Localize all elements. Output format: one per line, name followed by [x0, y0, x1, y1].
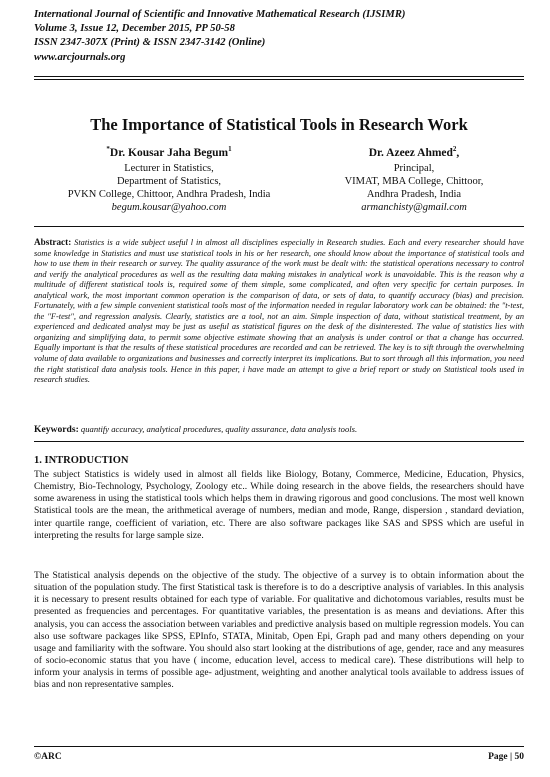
author-1-line: Lecturer in Statistics, — [124, 162, 214, 174]
journal-name: International Journal of Scientific and Innovative Mathematical Research (IJSIMR) — [34, 9, 406, 20]
author-2-sup: 2 — [452, 145, 457, 153]
journal-volume: Volume 3, Issue 12, December 2015, PP 50-58 — [34, 23, 235, 35]
header-rule-bottom — [34, 79, 524, 80]
abstract-label: Abstract: — [34, 237, 72, 247]
intro-paragraph-2: The Statistical analysis depends on the objective of the study. The objective of a survey is to obtain information about the situation of the population study. The first Statistical task is therefore is to do a descriptive analysis of variables. In this analysis it is necessary to present results obtained for each type of variable. For qualitative and dichotomous variables, results must be presented as frequencies and percentages. For quantitative variables, the presentation is as means and deviations. After this analysis, you can access the association between variables and predictive analysis based on multiple regression models. You can also use software packages like SPSS, EPInfo, STATA, Minitab, Open Epi, Graph pad and many others depending on your usage and familiarity with the software. You should also start looking at the distributions of age, gender, race and any measures of socio-economic status that you have ( income, education level, access to medical care). These distributions will help to inform your analysis in terms of possible age- adjustment, weighting and another analytical tools available to address issues of bias and non representative samples. — [34, 570, 524, 691]
author-1-name: *Dr. Kousar Jaha Begum$^1$ — [106, 145, 232, 159]
paper-title: The Importance of Statistical Tools in Research Work — [90, 115, 468, 134]
author-1-prefix: * — [106, 145, 110, 153]
author-block — [34, 143, 524, 213]
abstract — [34, 237, 524, 386]
intro-paragraph-1: The subject Statistics is widely used in almost all fields like Biology, Botany, Commerce, Medicine, Education, Physics, Chemistry, Bio-Technology, Psychology, Zoology etc.. While doing research in the above fields, the researchers should have some awareness in using the statistical tools which helps them in drawing rigorous and good conclusions. The most well known Statistical tools are the mean, the arithmetical average of numbers, median and mode, Range, dispersion , standard deviation, inter quartile range, coefficient of variation, etc. There are also software packages like SAS and SPSS which are useful in interpreting the results for large sample size. — [34, 469, 524, 541]
author-2-line: VIMAT, MBA College, Chittoor, — [344, 175, 484, 187]
abstract-text: Statistics is a wide subject useful l in almost all disciplines especially in Research studies. Each and every researcher should have some knowledge in Statistics and must use statistical tools in his or her research, one should know about the importance of statistical tools and how to use them in their research or survey. The quality assurance of the work must be dealt with: the statistical operations necessary to control and verify the analytical procedures as well as the resulting data making mistakes in analytical work is unavoidable. This is the reason why a multitude of different statistical tools is, required some of them simple, some complicated, and often very specific for certain purposes. In analytical work, the most important common operation is the comparison of data, or sets of data, to quantify accuracy (bias) and precision. Fortunately, with a few simple convenient statistical tools most of the information needed in regular laboratory work can be obtained: the "t-test, the "F-test", and regression analysis. Clearly, statistics are a tool, not an aim. Simple inspection of data, without statistical treatment, by an experienced and dedicated analyst may be just as useful as statistical figures on the desk of the disinterested. The value of statistics lies with organizing and simplifying data, to permit some objective estimate showing that an analysis is under control or that a change has occurred. Equally important is that the results of these statistical procedures are recorded and can be retrieved. The key is to sift through the overwhelming volume of data available to organizations and businesses and correctly interpret its implications. But to sort through all this information, you need the right statistical data analysis tools. Hence in this paper, i have made an attempt to give a brief report or study on Statistical tools used in research studies. — [34, 238, 524, 385]
author-2-name: Dr. Azeez Ahmed$^2$, — [368, 145, 460, 159]
author-2-email[interactable]: armanchisty@gmail.com — [361, 201, 467, 213]
journal-url[interactable]: www.arcjournals.org — [34, 51, 126, 63]
author-2-line: Principal, — [393, 162, 435, 174]
author-1-line: PVKN College, Chittoor, Andhra Pradesh, India — [67, 188, 271, 200]
footer-copyright: ©ARC — [34, 752, 62, 762]
journal-header — [34, 8, 524, 65]
author-2-line: Andhra Pradesh, India — [366, 188, 462, 200]
footer-page-number: Page | 50 — [488, 752, 524, 762]
author-1 — [64, 143, 274, 214]
keywords — [34, 424, 524, 435]
keywords-text: quantify accuracy, analytical procedures, quality assurance, data analysis tools. — [80, 424, 358, 434]
section-heading: 1. INTRODUCTION — [34, 455, 129, 466]
author-1-sup: 1 — [228, 145, 232, 153]
author-2 — [314, 143, 514, 214]
header-rule-top — [34, 76, 524, 77]
keywords-label: Keywords: — [34, 424, 79, 435]
author-1-email[interactable]: begum.kousar@yahoo.com — [111, 201, 227, 213]
journal-issn: ISSN 2347-307X (Print) & ISSN 2347-3142 (Online) — [34, 37, 266, 49]
author-1-line: Department of Statistics, — [116, 175, 222, 187]
footer-rule — [34, 746, 524, 747]
abstract-rule-bottom — [34, 441, 524, 442]
abstract-rule-top — [34, 226, 524, 227]
